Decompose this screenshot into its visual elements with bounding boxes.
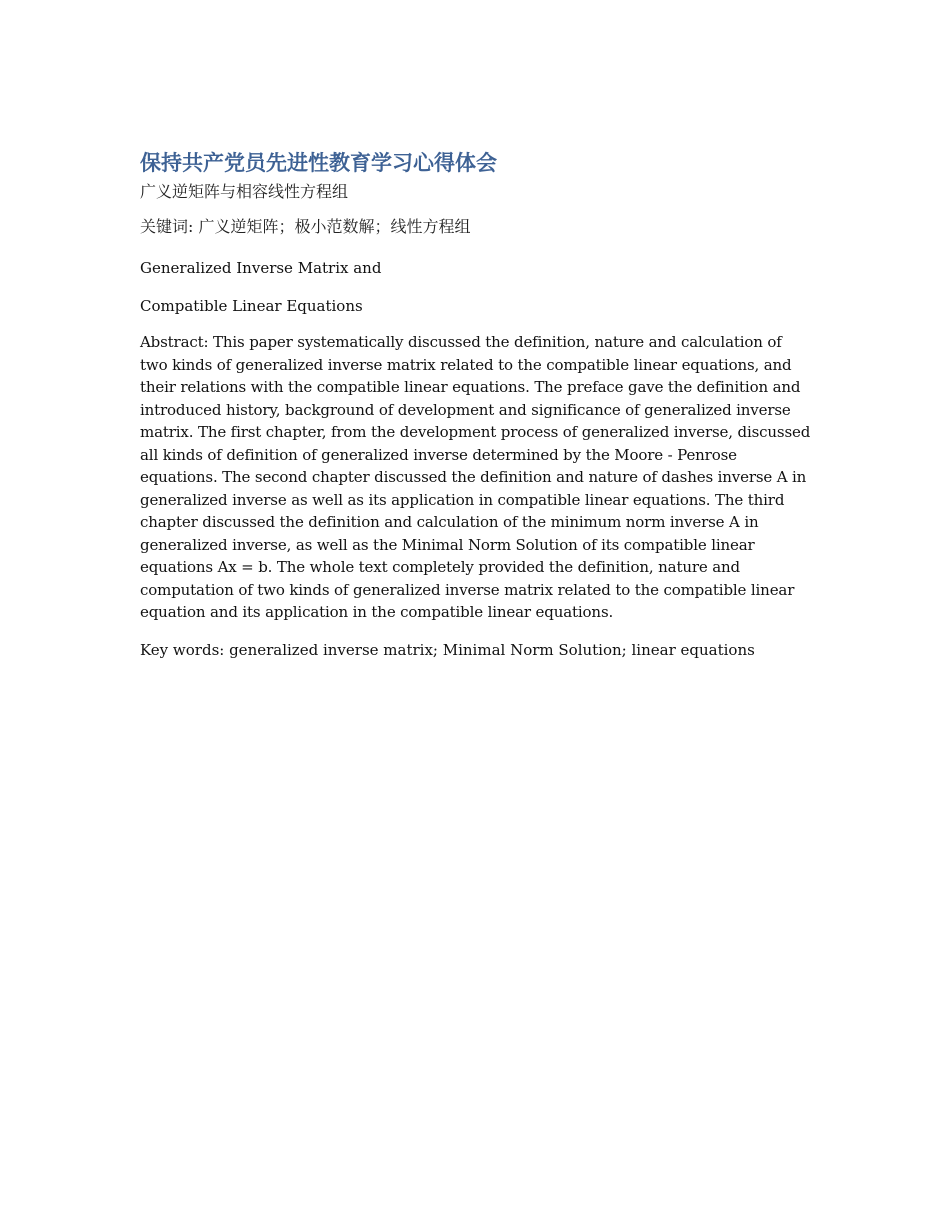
document-page: [140, 146, 812, 661]
english-title-line-2: Compatible Linear Equations: [140, 297, 363, 315]
document-subtitle: 广义逆矩阵与相容线性方程组: [140, 182, 349, 201]
english-title-line-1: Generalized Inverse Matrix and: [140, 259, 382, 277]
keywords-english: Key words: generalized inverse matrix; Minimal Norm Solution; linear equations: [140, 640, 755, 659]
abstract-paragraph: Abstract: This paper systematically discussed the definition, nature and calculation of two kinds of generalized inverse matrix related to the compatible linear equations, and their relations with the compatible linear equations. The preface gave the definition and introduced history, background of development and significance of generalized inverse matrix. The first chapter, from the development process of generalized inverse, discussed all kinds of definition of generalized inverse determined by the Moore - Penrose equations. The second chapter discussed the definition and nature of dashes inverse A in generalized inverse as well as its application in compatible linear equations. The third chapter discussed the definition and calculation of the minimum norm inverse A in generalized inverse, as well as the Minimal Norm Solution of its compatible linear equations Ax = b. The whole text completely provided the definition, nature and computation of two kinds of generalized inverse matrix related to the compatible linear equation and its application in the compatible linear equations.: [140, 333, 811, 621]
document-title: 保持共产党员先进性教育学习心得体会: [140, 151, 497, 175]
keywords-chinese: 关键词: 广义逆矩阵；极小范数解；线性方程组: [140, 217, 471, 236]
